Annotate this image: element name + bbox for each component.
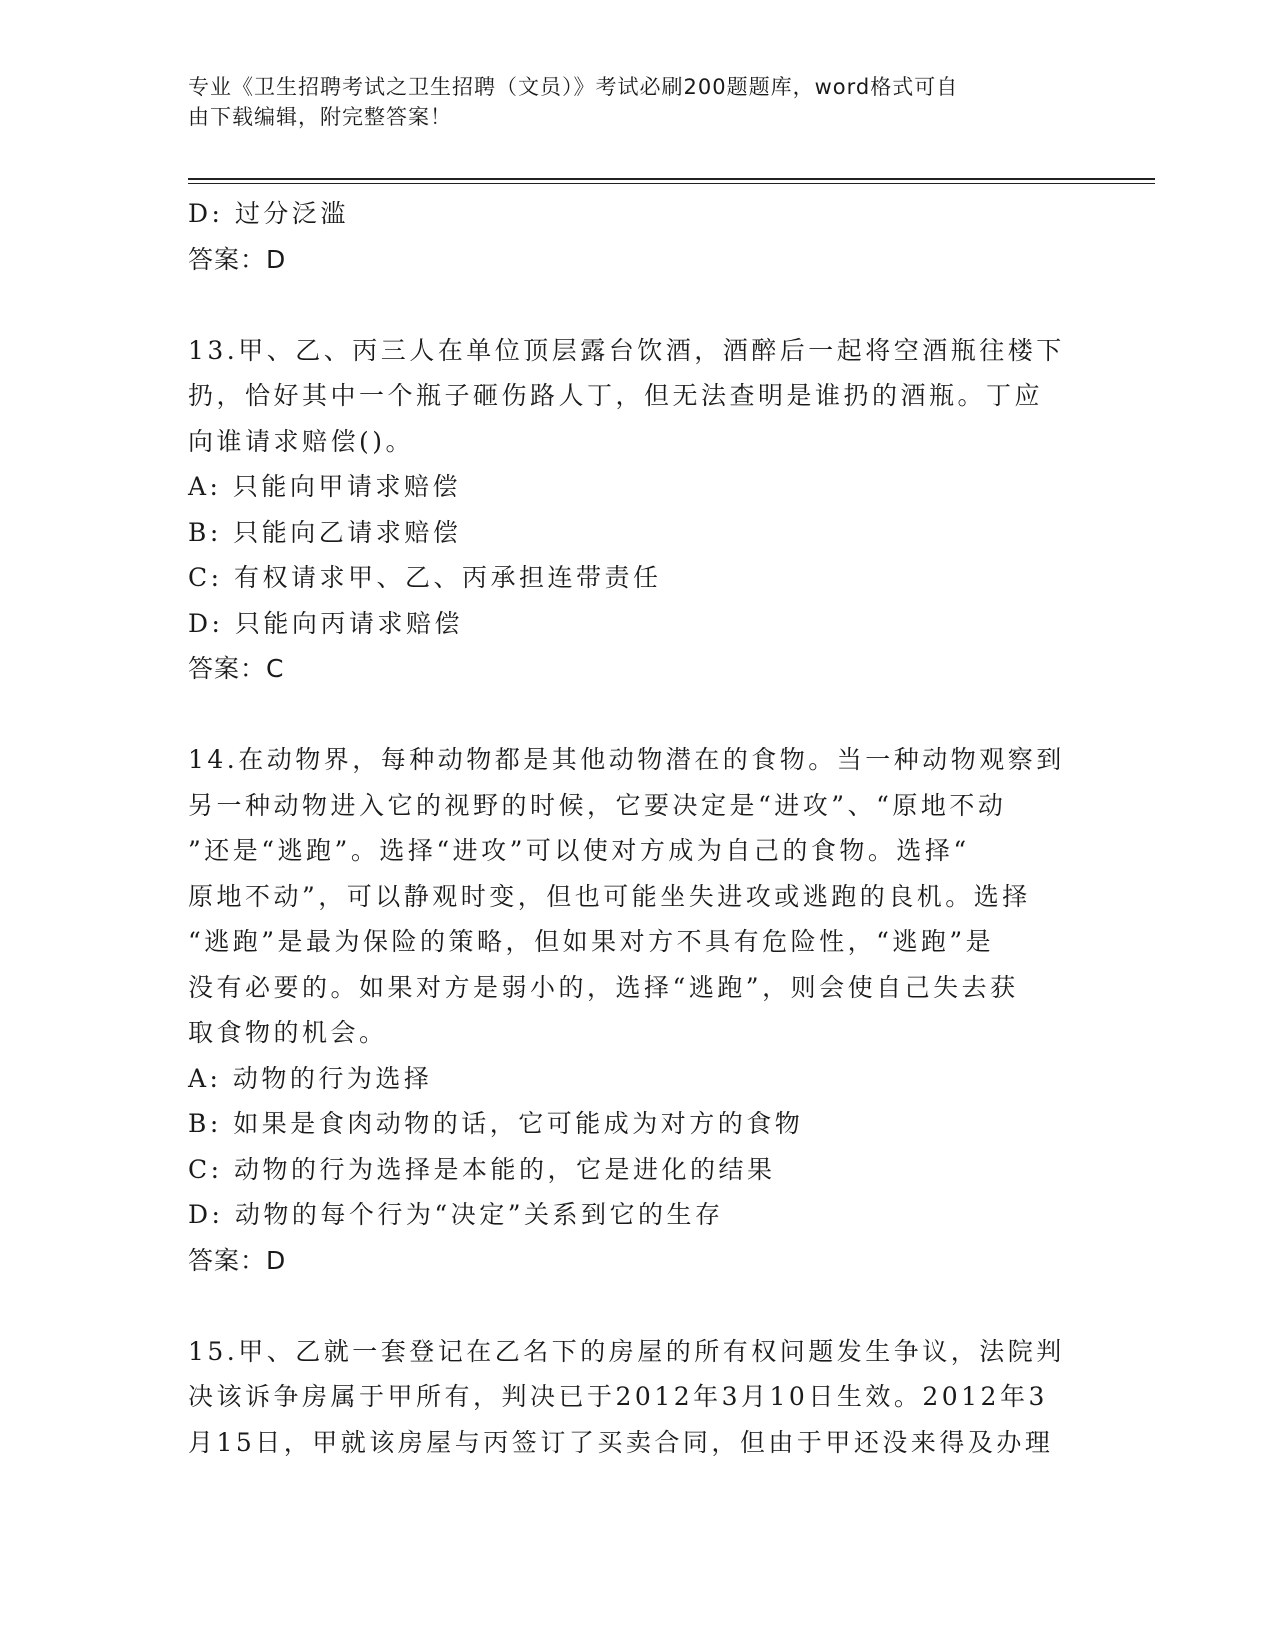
q13-option-d: D: 只能向丙请求赔偿 <box>188 608 463 638</box>
spacer <box>188 692 1068 738</box>
q13-stem-line-2: 扔，恰好其中一个瓶子砸伤路人丁，但无法查明是谁扔的酒瓶。丁应 <box>188 381 1044 410</box>
q15-stem-line-3: 月15日，甲就该房屋与丙签订了买卖合同，但由于甲还没来得及办理 <box>188 1427 1054 1457</box>
q13-stem-line-3: 向谁请求赔偿()。 <box>188 426 415 456</box>
q14-answer: 答案：D <box>188 1245 287 1275</box>
q13-option-c: C: 有权请求甲、乙、丙承担连带责任 <box>188 563 662 592</box>
q14-stem-line-2: 另一种动物进入它的视野的时候，它要决定是“进攻”、“原地不动 <box>188 790 1007 820</box>
question-13 <box>188 328 1068 692</box>
q15-stem-line-2: 决该诉争房属于甲所有，判决已于2012年3月10日生效。2012年3 <box>188 1382 1048 1411</box>
spacer <box>188 1283 1068 1329</box>
q13-option-b: B: 只能向乙请求赔偿 <box>188 517 462 547</box>
header-divider-thin <box>188 183 1155 184</box>
prev-answer: 答案：D <box>188 244 287 274</box>
q14-option-a: A: 动物的行为选择 <box>188 1063 433 1093</box>
header-title-line-2: 由下载编辑，附完整答案！ <box>188 105 452 129</box>
q14-option-c: C: 动物的行为选择是本能的，它是进化的结果 <box>188 1154 776 1184</box>
question-15 <box>188 1329 1068 1466</box>
document-body <box>188 191 1068 1465</box>
q13-option-a: A: 只能向甲请求赔偿 <box>188 472 461 501</box>
q15-stem-line-1: 15.甲、乙就一套登记在乙名下的房屋的所有权问题发生争议，法院判 <box>188 1336 1065 1366</box>
q14-option-d: D: 动物的每个行为“决定”关系到它的生存 <box>188 1200 724 1229</box>
spacer <box>188 282 1068 328</box>
prev-option-d: D: 过分泛滥 <box>188 199 349 228</box>
header-title-line-1: 专业《卫生招聘考试之卫生招聘（文员）》考试必刷200题题库，word格式可自 <box>188 75 959 99</box>
question-14 <box>188 737 1068 1283</box>
q13-stem-line-1: 13.甲、乙、丙三人在单位顶层露台饮酒，酒醉后一起将空酒瓶往楼下 <box>188 335 1065 365</box>
q14-option-b: B: 如果是食肉动物的话，它可能成为对方的食物 <box>188 1109 804 1138</box>
document-header <box>188 72 1068 132</box>
q14-stem-line-7: 取食物的机会。 <box>188 1018 388 1047</box>
q14-stem-line-4: 原地不动”，可以静观时变，但也可能坐失进攻或逃跑的良机。选择 <box>188 881 1031 911</box>
q14-stem-line-6: 没有必要的。如果对方是弱小的，选择“逃跑”，则会使自己失去获 <box>188 972 1019 1002</box>
header-divider-thick <box>188 178 1155 180</box>
q14-stem-line-1: 14.在动物界，每种动物都是其他动物潜在的食物。当一种动物观察到 <box>188 745 1065 774</box>
q14-stem-line-3: ”还是“逃跑”。选择“进攻”可以使对方成为自己的食物。选择“ <box>188 836 970 865</box>
q13-answer: 答案：C <box>188 654 285 683</box>
q14-stem-line-5: “逃跑”是最为保险的策略，但如果对方不具有危险性，“逃跑”是 <box>188 927 995 956</box>
